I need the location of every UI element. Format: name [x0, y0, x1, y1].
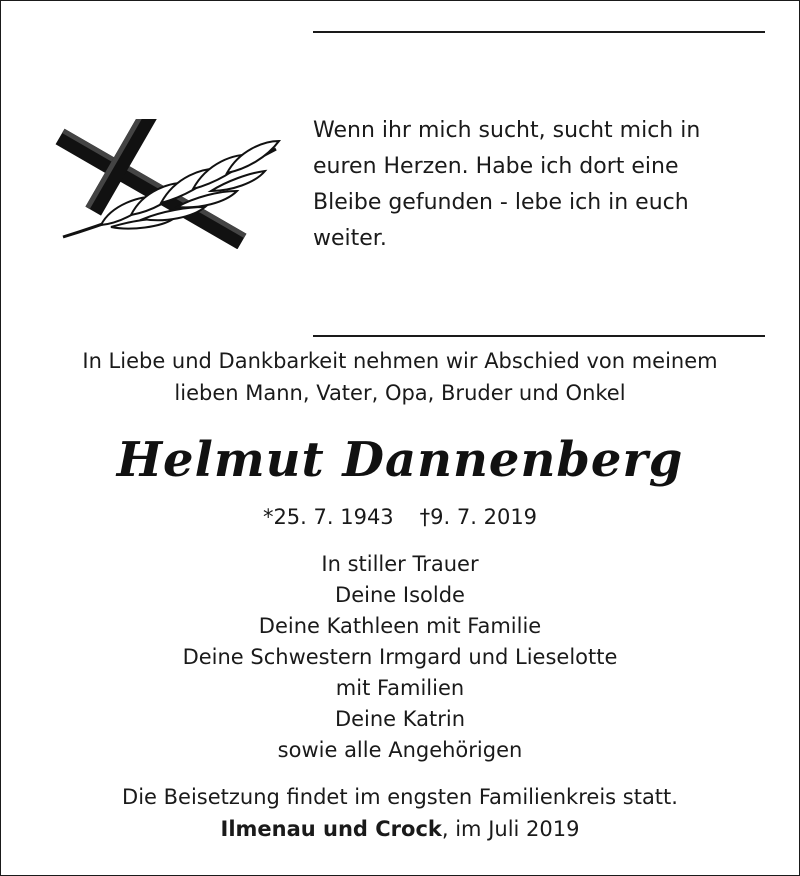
farewell-intro [1, 345, 799, 409]
mourners-list [1, 549, 799, 766]
closing-date: , im Juli 2019 [441, 817, 580, 841]
mourner-line: Deine Isolde [335, 583, 465, 607]
cross-with-palm-branch-icon [31, 119, 291, 249]
death-date: †9. 7. 2019 [419, 505, 538, 529]
middle-divider [313, 335, 765, 337]
top-divider [313, 31, 765, 33]
funeral-note: Die Beisetzung findet im engsten Familienkreis statt. [122, 785, 678, 809]
mourner-line: Deine Katrin [334, 707, 466, 731]
mourner-line: Deine Schwestern Irmgard und Lieselotte [182, 645, 618, 669]
mourner-line: Deine Kathleen mit Familie [258, 614, 542, 638]
intro-line: lieben Mann, Vater, Opa, Bruder und Onkel [174, 381, 626, 405]
intro-line: In Liebe und Dankbarkeit nehmen wir Abschied von meinem [82, 349, 718, 373]
quote-line: euren Herzen. Habe ich dort eine [313, 154, 679, 179]
life-dates [1, 501, 799, 533]
memorial-quote [313, 113, 773, 257]
quote-line: Bleibe gefunden - lebe ich in euch [313, 190, 689, 215]
quote-line: Wenn ihr mich sucht, sucht mich in [313, 118, 701, 143]
mourner-line: mit Familien [335, 676, 465, 700]
mourner-line: sowie alle Angehörigen [277, 738, 523, 762]
birth-date: *25. 7. 1943 [262, 505, 394, 529]
mourner-line: In stiller Trauer [321, 552, 479, 576]
deceased-name: Helmut Dannenberg [116, 432, 684, 488]
place-name: Ilmenau und Crock [220, 817, 442, 841]
quote-line: weiter. [313, 226, 387, 251]
place-and-date [1, 813, 799, 845]
